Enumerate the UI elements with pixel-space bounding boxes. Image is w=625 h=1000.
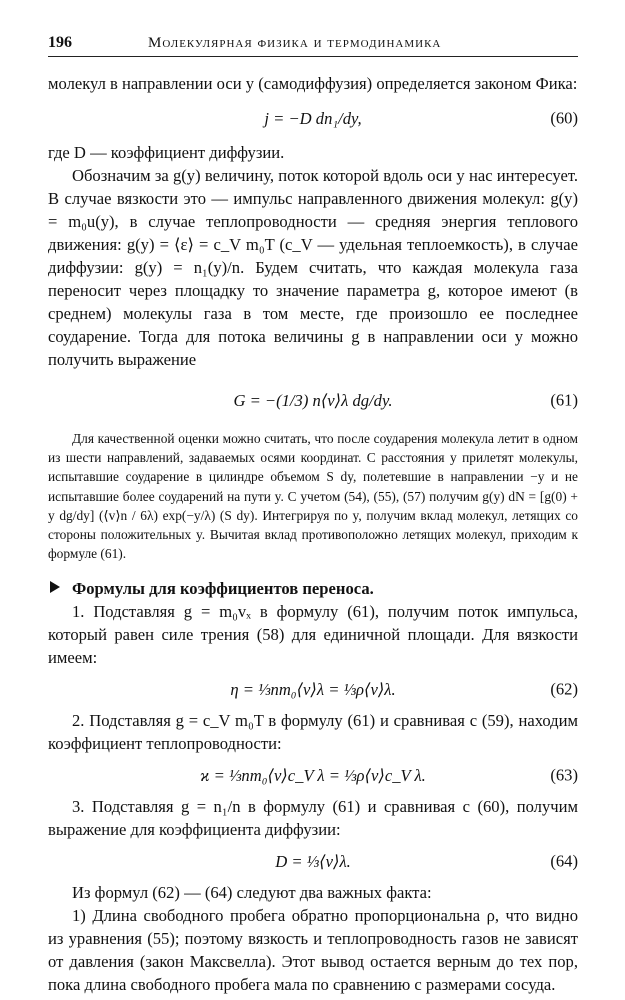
page-number: 196: [48, 34, 72, 51]
page-content: [48, 72, 578, 996]
item-diffusion: 3. Подставляя g = n₁/n в формулу (61) и сравнивая с (60), получим выражение для коэффициента диффузии:: [48, 797, 578, 840]
paragraph-diffusion-coefficient: где D — коэффициент диффузии.: [48, 143, 285, 162]
paragraph-flux-definition: Обозначим за g(y) величину, поток которой вдоль оси y нас интересует. В случае вязкости это — импульс направленного движения молекул: g(y) = m₀u(y), в случае теплопроводности — средняя энергия теплового движения: g(y) = ⟨ε⟩ = c_V m₀T (c_V — удельная теплоемкость), в случае диффузии: g(y) = n₁(y)/n. Будем считать, что каждая молекула газа переносит через площадку то значение параметра g, которое имеют (в среднем) молекулы газа в том месте, где произошло ее последнее соударение. Тогда для потока величины g в направлении оси y можно получить выражение: [48, 166, 578, 369]
fact-1: 1) Длина свободного пробега обратно пропорциональна ρ, что видно из уравнения (55); поэтому вязкость и теплопроводность газов не зависят от давления (закон Максвелла). Этот вывод остается верным до тех пор, пока длина свободного пробега мала по сравнению с размерами сосуда.: [48, 906, 578, 995]
section-title: Формулы для коэффициентов переноса.: [72, 579, 374, 599]
item-thermal-conductivity: 2. Подставляя g = c_V m₀T в формулу (61) и сравнивая с (59), находим коэффициент теплопроводности:: [48, 711, 578, 754]
page-header: [48, 32, 578, 57]
equation-61-formula: G = −(1/3) n⟨v⟩λ dg/dy.: [233, 390, 393, 410]
equation-63: [48, 755, 578, 795]
equation-62: [48, 669, 578, 709]
equation-60-formula: j = −D dn₁/dy,: [264, 108, 362, 128]
equation-63-formula: ϰ = ⅓nm₀⟨v⟩c_V λ = ⅓ρ⟨v⟩c_V λ.: [200, 765, 426, 785]
equation-64-number: (64): [550, 851, 578, 871]
item-viscosity: 1. Подставляя g = m₀vₓ в формулу (61), получим поток импульса, который равен силе трения (58) для единичной площади. Для вязкости имеем:: [48, 602, 578, 668]
section-arrow-icon: [50, 581, 60, 593]
equation-62-number: (62): [550, 679, 578, 699]
equation-61: [48, 371, 578, 429]
equation-60-number: (60): [550, 108, 578, 128]
equation-64: [48, 841, 578, 881]
small-print-note: Для качественной оценки можно считать, что после соударения молекула летит в одном из шести направлений, задаваемых осями координат. С расстояния y прилетят молекулы, испытавшие соударение в цилиндре объемом S dy, полетевшие в направлении −y и не испытавшие более соударений на пути y. С учетом (54), (55), (57) получим g(y) dN = [g(0) + y dg/dy] (⟨v⟩n / 6λ) exp(−y/λ) (S dy). Интегрируя по y, получим вклад молекул, летящих со стороны положительных y. Вычитая вклад противоположно летящих молекул, приходим к формуле (61).: [48, 431, 578, 562]
paragraph-two-facts: Из формул (62) — (64) следуют два важных факта:: [72, 883, 432, 903]
equation-61-number: (61): [550, 390, 578, 410]
paragraph-fick-intro: молекул в направлении оси y (самодиффузия) определяется законом Фика:: [48, 74, 578, 93]
running-title: Молекулярная физика и термодинамика: [148, 35, 442, 51]
equation-63-number: (63): [550, 765, 578, 785]
equation-60: [48, 95, 578, 141]
section-heading: [48, 577, 578, 600]
equation-64-formula: D = ⅓⟨v⟩λ.: [275, 851, 351, 871]
equation-62-formula: η = ⅓nm₀⟨v⟩λ = ⅓ρ⟨v⟩λ.: [230, 679, 396, 699]
